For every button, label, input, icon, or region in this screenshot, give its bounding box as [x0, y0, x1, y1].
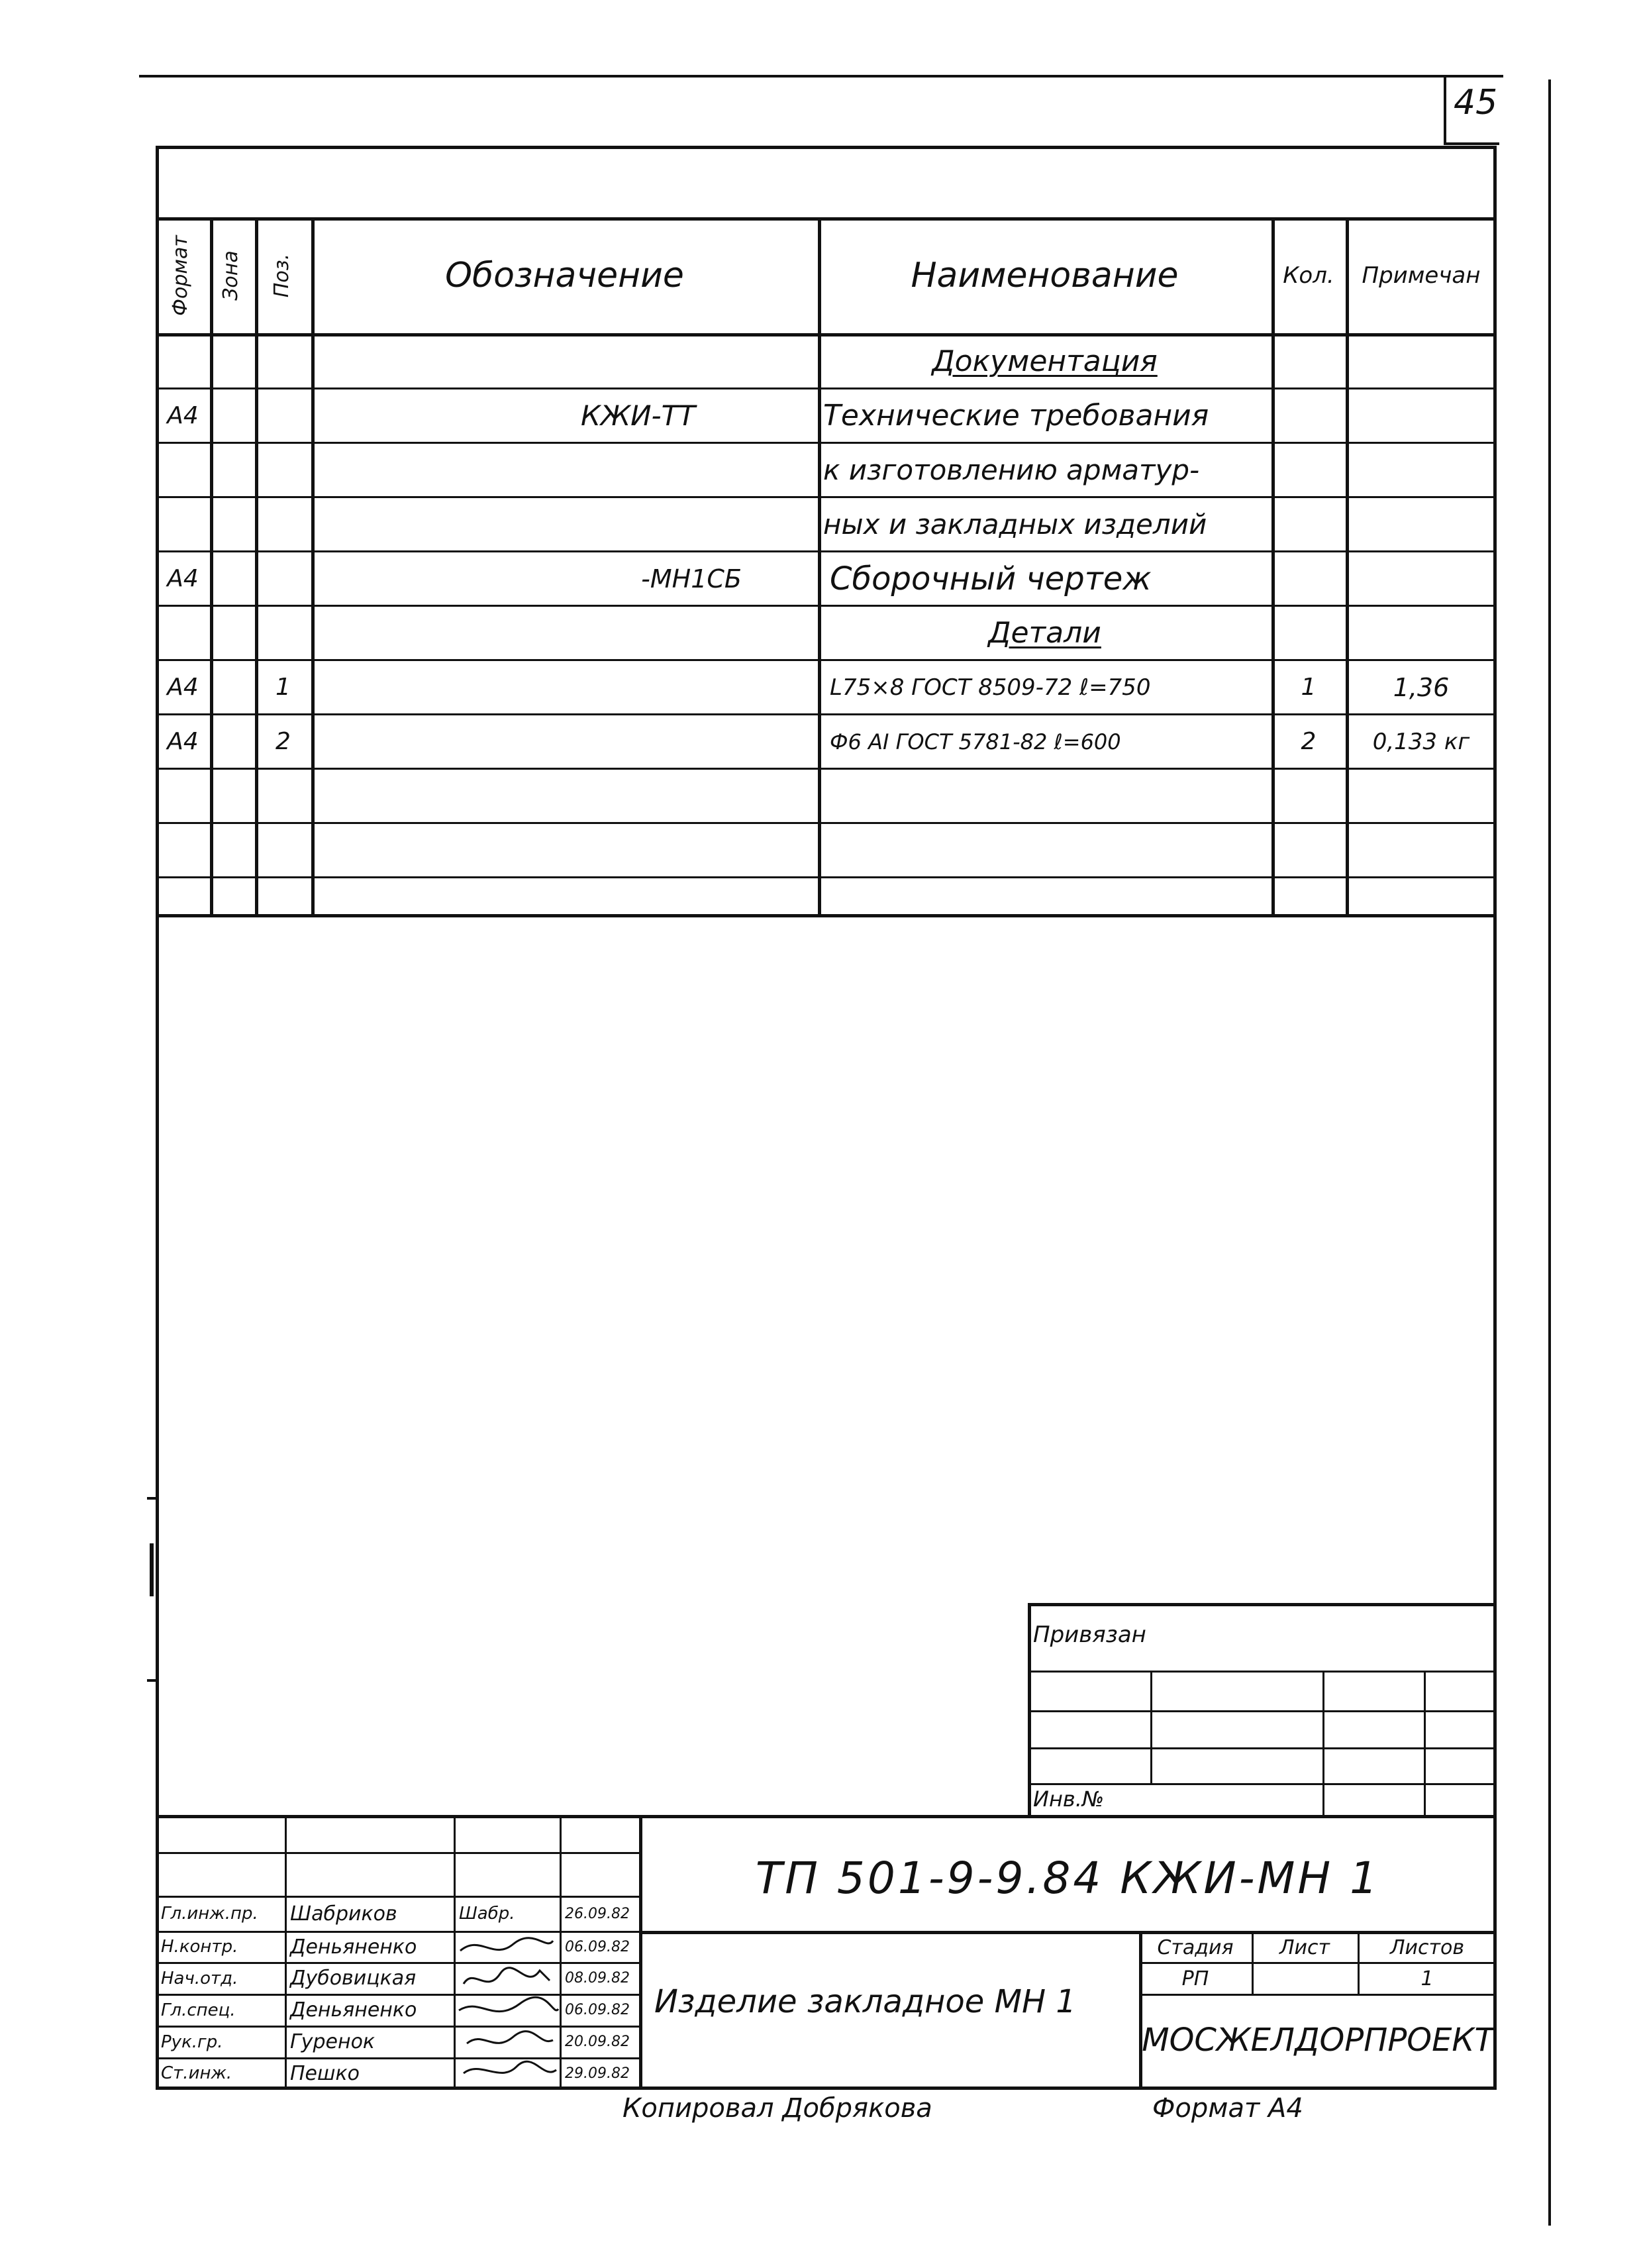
organization-name: МОСЖЕЛДОРПРОЕКТ	[1142, 2022, 1494, 2059]
staff-name: Пешко	[290, 2061, 360, 2085]
row-name: Сборочный чертеж	[830, 560, 1152, 597]
row-pos: 2	[275, 728, 291, 755]
staff-role: Н.контр.	[161, 1937, 238, 1957]
section-heading-documentation: Документация	[932, 344, 1158, 378]
top-border-line	[139, 75, 1503, 77]
margin-tick	[147, 1679, 156, 1682]
staff-date: 26.09.82	[565, 1905, 630, 1922]
row-format: А4	[167, 674, 199, 701]
header-qty: Кол.	[1283, 262, 1334, 289]
staff-date: 29.09.82	[565, 2065, 630, 2082]
row-qty: 2	[1301, 728, 1317, 755]
row-designation: КЖИ-ТТ	[581, 399, 695, 432]
row-name: к изготовлению арматур-	[823, 454, 1200, 486]
header-note: Примечан	[1362, 262, 1481, 289]
stage-value: РП	[1181, 1967, 1209, 1990]
row-name	[818, 607, 1271, 659]
row-name: ных и закладных изделий	[823, 508, 1207, 541]
staff-date: 06.09.82	[565, 1938, 630, 1955]
format-label: Формат А4	[1152, 2093, 1303, 2124]
staff-name: Деньяненко	[290, 1998, 417, 2022]
staff-role: Гл.спец.	[161, 2000, 236, 2020]
header-format: Формат	[169, 235, 192, 316]
staff-role: Нач.отд.	[161, 1968, 238, 1988]
margin-tick	[147, 1497, 156, 1500]
privyazan-block	[1028, 1603, 1497, 1815]
row-note: 1,36	[1393, 672, 1450, 702]
title-block	[156, 1815, 1497, 2090]
row-name: L75×8 ГОСТ 8509-72 ℓ=750	[830, 674, 1151, 701]
staff-role: Ст.инж.	[161, 2063, 232, 2083]
row-format: А4	[167, 402, 199, 429]
header-name: Наименование	[911, 255, 1179, 295]
row-qty: 1	[1301, 674, 1317, 701]
row-note: 0,133 кг	[1372, 728, 1470, 755]
row-name: Технические требования	[823, 399, 1209, 433]
stage-label: Стадия	[1157, 1935, 1234, 1959]
sheets-label: Листов	[1389, 1935, 1465, 1959]
staff-name: Гуренок	[290, 2030, 375, 2053]
staff-name: Деньяненко	[290, 1935, 417, 1959]
row-format: А4	[167, 728, 199, 755]
document-code: ТП 501-9-9.84 КЖИ-МН 1	[755, 1852, 1381, 1904]
section-heading-details: Детали	[988, 616, 1101, 650]
page-number: 45	[1454, 83, 1498, 123]
sheet-value	[1252, 1963, 1358, 1994]
header-designation: Обозначение	[445, 255, 684, 295]
copied-by: Копировал Добрякова	[622, 2093, 932, 2124]
staff-role: Рук.гр.	[161, 2032, 223, 2052]
staff-date: 06.09.82	[565, 2002, 630, 2018]
header-zone: Зона	[219, 250, 242, 301]
staff-name: Шабриков	[290, 1902, 397, 1926]
staff-signature: Шабр.	[459, 1904, 515, 1924]
staff-date: 08.09.82	[565, 1970, 630, 1986]
row-pos: 1	[275, 674, 291, 701]
row-designation: -МН1СБ	[641, 564, 742, 593]
staff-name: Дубовицкая	[290, 1967, 417, 1990]
privyazan-title: Привязан	[1033, 1622, 1146, 1648]
row-name: Ф6 АI ГОСТ 5781-82 ℓ=600	[830, 729, 1121, 754]
staff-date: 20.09.82	[565, 2034, 630, 2050]
inventory-number-label: Инв.№	[1033, 1786, 1105, 1812]
staff-role: Гл.инж.пр.	[161, 1904, 258, 1924]
header-pos: Поз.	[270, 253, 293, 298]
sheet-label: Лист	[1279, 1935, 1330, 1959]
spec-table	[156, 217, 1497, 916]
row-name	[818, 335, 1271, 387]
sheets-value: 1	[1420, 1967, 1434, 1990]
row-format: А4	[167, 565, 199, 592]
item-name: Изделие закладное МН 1	[654, 1983, 1076, 2020]
signatures-image	[454, 1931, 560, 2090]
right-edge-line	[1548, 79, 1551, 2226]
margin-tick	[150, 1543, 154, 1596]
